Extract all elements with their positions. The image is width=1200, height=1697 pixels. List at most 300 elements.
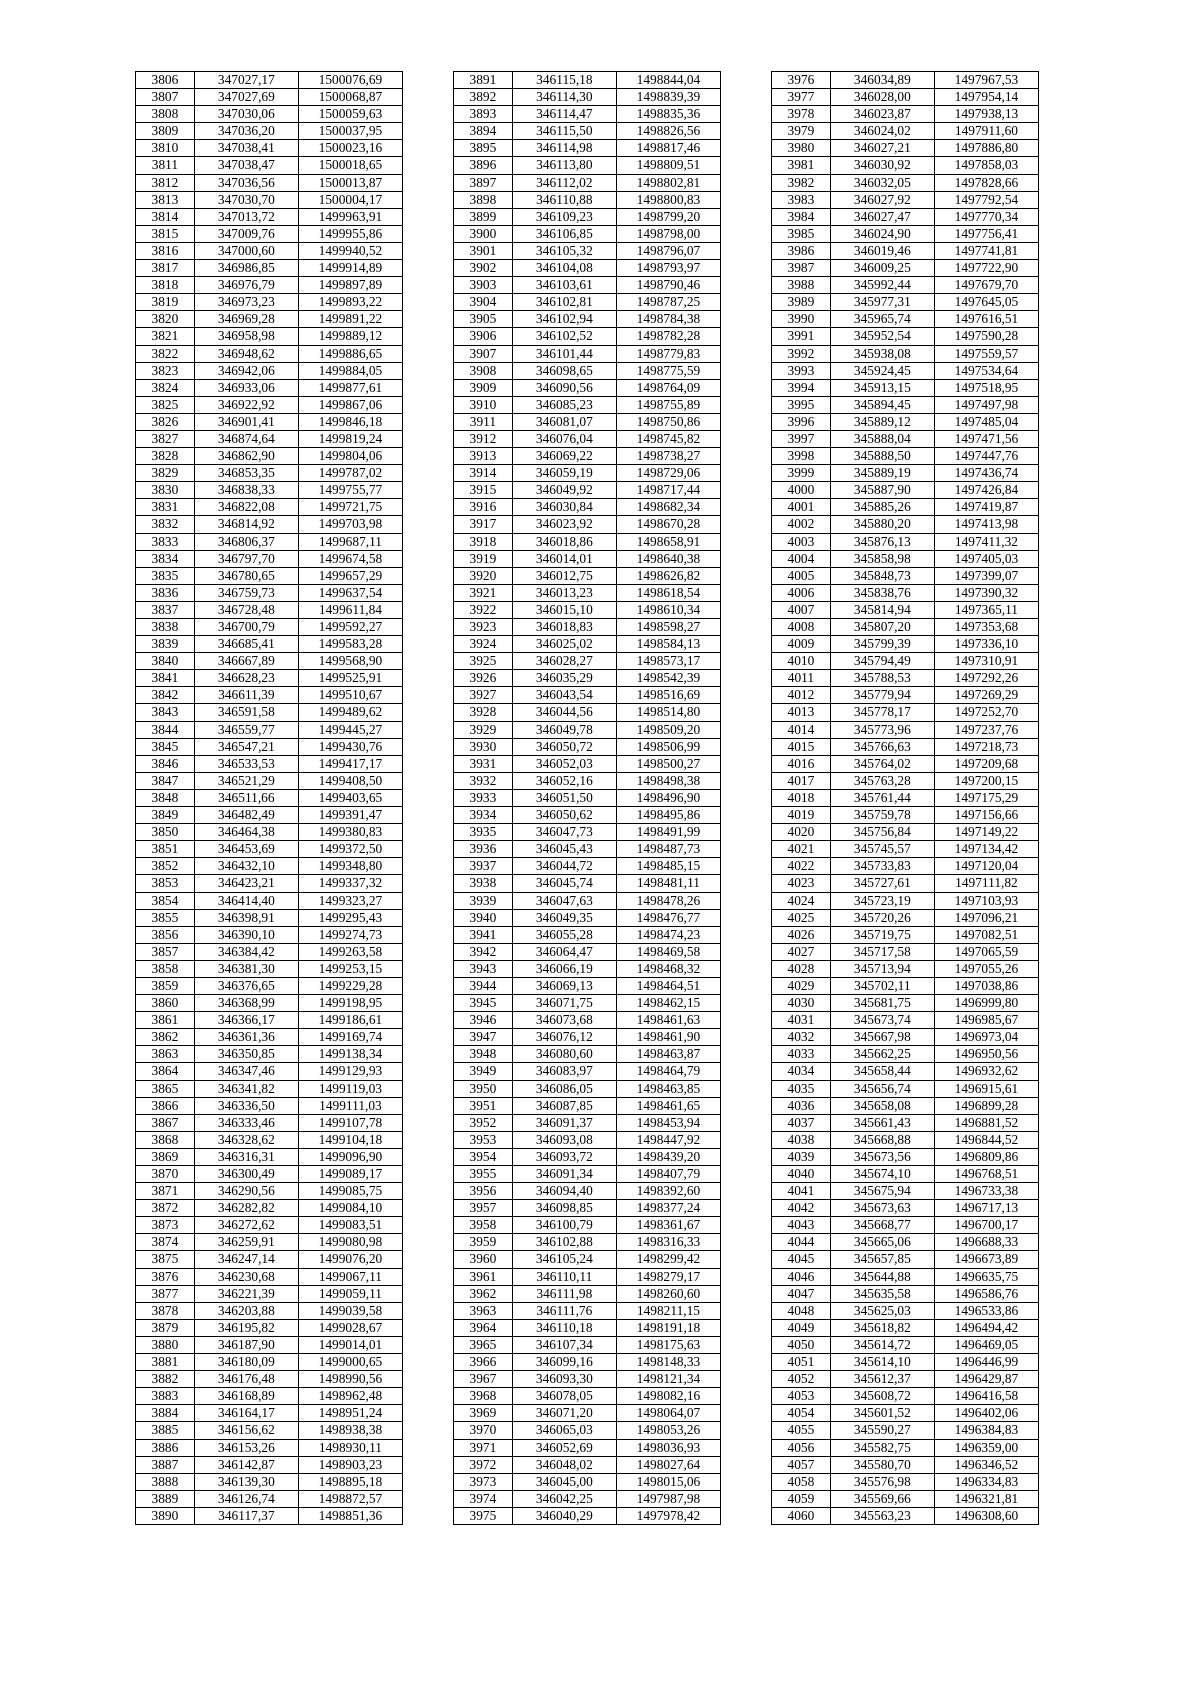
table-row	[136, 1217, 403, 1234]
table-row	[136, 1422, 403, 1439]
table-row	[772, 1490, 1039, 1507]
table-row	[136, 567, 403, 584]
point-number-cell: 3828	[136, 448, 195, 465]
y-coordinate-cell: 1497055,26	[934, 960, 1038, 977]
point-number-cell: 3863	[136, 1046, 195, 1063]
y-coordinate-cell: 1499129,93	[298, 1063, 402, 1080]
x-coordinate-cell: 346350,85	[194, 1046, 298, 1063]
point-number-cell: 3866	[136, 1097, 195, 1114]
point-number-cell: 3905	[454, 311, 513, 328]
point-number-cell: 3861	[136, 1012, 195, 1029]
point-number-cell: 4012	[772, 687, 831, 704]
x-coordinate-cell: 346076,12	[512, 1029, 616, 1046]
y-coordinate-cell: 1496346,52	[934, 1456, 1038, 1473]
point-number-cell: 3982	[772, 174, 831, 191]
y-coordinate-cell: 1499417,17	[298, 755, 402, 772]
table-row	[772, 1080, 1039, 1097]
x-coordinate-cell: 346047,73	[512, 824, 616, 841]
table-row	[454, 1354, 721, 1371]
table-row	[136, 1490, 403, 1507]
point-number-cell: 3976	[772, 72, 831, 89]
table-row	[454, 1319, 721, 1336]
table-row	[454, 1183, 721, 1200]
point-number-cell: 3931	[454, 755, 513, 772]
point-number-cell: 3854	[136, 892, 195, 909]
x-coordinate-cell: 346230,68	[194, 1268, 298, 1285]
x-coordinate-cell: 345657,85	[830, 1251, 934, 1268]
y-coordinate-cell: 1499059,11	[298, 1285, 402, 1302]
table-row	[772, 242, 1039, 259]
y-coordinate-cell: 1497987,98	[616, 1490, 720, 1507]
y-coordinate-cell: 1498573,17	[616, 653, 720, 670]
point-number-cell: 4045	[772, 1251, 831, 1268]
table-row	[772, 277, 1039, 294]
x-coordinate-cell: 346853,35	[194, 465, 298, 482]
point-number-cell: 4056	[772, 1439, 831, 1456]
point-number-cell: 4055	[772, 1422, 831, 1439]
y-coordinate-cell: 1497770,34	[934, 208, 1038, 225]
coordinates-table-2	[453, 71, 721, 1525]
y-coordinate-cell: 1498784,38	[616, 311, 720, 328]
point-number-cell: 3923	[454, 619, 513, 636]
point-number-cell: 4054	[772, 1405, 831, 1422]
x-coordinate-cell: 345794,49	[830, 653, 934, 670]
y-coordinate-cell: 1499337,32	[298, 875, 402, 892]
y-coordinate-cell: 1497399,07	[934, 567, 1038, 584]
y-coordinate-cell: 1498793,97	[616, 260, 720, 277]
point-number-cell: 3841	[136, 670, 195, 687]
table-row	[772, 1422, 1039, 1439]
point-number-cell: 3822	[136, 345, 195, 362]
table-row	[136, 1473, 403, 1490]
point-number-cell: 3934	[454, 807, 513, 824]
point-number-cell: 4037	[772, 1114, 831, 1131]
x-coordinate-cell: 346018,86	[512, 533, 616, 550]
point-number-cell: 4029	[772, 977, 831, 994]
point-number-cell: 3837	[136, 601, 195, 618]
x-coordinate-cell: 346156,62	[194, 1422, 298, 1439]
x-coordinate-cell: 345580,70	[830, 1456, 934, 1473]
point-number-cell: 4015	[772, 738, 831, 755]
y-coordinate-cell: 1498640,38	[616, 550, 720, 567]
table-row	[136, 977, 403, 994]
x-coordinate-cell: 346973,23	[194, 294, 298, 311]
y-coordinate-cell: 1498463,85	[616, 1080, 720, 1097]
table-row	[454, 670, 721, 687]
point-number-cell: 4020	[772, 824, 831, 841]
y-coordinate-cell: 1498468,32	[616, 960, 720, 977]
table-row	[136, 1354, 403, 1371]
point-number-cell: 3996	[772, 413, 831, 430]
point-number-cell: 3829	[136, 465, 195, 482]
y-coordinate-cell: 1497237,76	[934, 721, 1038, 738]
x-coordinate-cell: 345720,26	[830, 909, 934, 926]
y-coordinate-cell: 1498779,83	[616, 345, 720, 362]
table-row	[454, 1405, 721, 1422]
table-row	[136, 1439, 403, 1456]
x-coordinate-cell: 345992,44	[830, 277, 934, 294]
point-number-cell: 3916	[454, 499, 513, 516]
y-coordinate-cell: 1499263,58	[298, 943, 402, 960]
table-row	[772, 89, 1039, 106]
x-coordinate-cell: 346013,23	[512, 584, 616, 601]
x-coordinate-cell: 346862,90	[194, 448, 298, 465]
point-number-cell: 3810	[136, 140, 195, 157]
y-coordinate-cell: 1496359,00	[934, 1439, 1038, 1456]
y-coordinate-cell: 1496384,83	[934, 1422, 1038, 1439]
y-coordinate-cell: 1499403,65	[298, 789, 402, 806]
y-coordinate-cell: 1499408,50	[298, 772, 402, 789]
table-row	[136, 1319, 403, 1336]
table-row	[136, 704, 403, 721]
coordinates-table-3	[771, 71, 1039, 1525]
point-number-cell: 3806	[136, 72, 195, 89]
table-row	[136, 191, 403, 208]
table-row	[772, 1336, 1039, 1353]
x-coordinate-cell: 346111,98	[512, 1285, 616, 1302]
table-row	[772, 601, 1039, 618]
table-row	[136, 1371, 403, 1388]
x-coordinate-cell: 346102,52	[512, 328, 616, 345]
table-row	[772, 1439, 1039, 1456]
point-number-cell: 4042	[772, 1200, 831, 1217]
point-number-cell: 3952	[454, 1114, 513, 1131]
point-number-cell: 3812	[136, 174, 195, 191]
point-number-cell: 3826	[136, 413, 195, 430]
table-row	[454, 1439, 721, 1456]
table-row	[136, 636, 403, 653]
point-number-cell: 3855	[136, 909, 195, 926]
table-row	[772, 567, 1039, 584]
x-coordinate-cell: 346164,17	[194, 1405, 298, 1422]
point-number-cell: 4025	[772, 909, 831, 926]
point-number-cell: 3867	[136, 1114, 195, 1131]
y-coordinate-cell: 1498962,48	[298, 1388, 402, 1405]
x-coordinate-cell: 345773,96	[830, 721, 934, 738]
x-coordinate-cell: 345590,27	[830, 1422, 934, 1439]
point-number-cell: 3873	[136, 1217, 195, 1234]
y-coordinate-cell: 1496899,28	[934, 1097, 1038, 1114]
point-number-cell: 3902	[454, 260, 513, 277]
point-number-cell: 3860	[136, 995, 195, 1012]
y-coordinate-cell: 1498279,17	[616, 1268, 720, 1285]
y-coordinate-cell: 1499295,43	[298, 909, 402, 926]
y-coordinate-cell: 1498817,46	[616, 140, 720, 157]
y-coordinate-cell: 1498584,13	[616, 636, 720, 653]
y-coordinate-cell: 1497911,60	[934, 123, 1038, 140]
table-row	[454, 242, 721, 259]
y-coordinate-cell: 1499104,18	[298, 1131, 402, 1148]
x-coordinate-cell: 345733,83	[830, 858, 934, 875]
table-row	[772, 1097, 1039, 1114]
x-coordinate-cell: 346114,47	[512, 106, 616, 123]
x-coordinate-cell: 347009,76	[194, 225, 298, 242]
table-row	[136, 653, 403, 670]
point-number-cell: 3862	[136, 1029, 195, 1046]
point-number-cell: 3935	[454, 824, 513, 841]
point-number-cell: 3913	[454, 448, 513, 465]
y-coordinate-cell: 1499372,50	[298, 841, 402, 858]
point-number-cell: 3886	[136, 1439, 195, 1456]
point-number-cell: 4001	[772, 499, 831, 516]
y-coordinate-cell: 1497149,22	[934, 824, 1038, 841]
y-coordinate-cell: 1499721,75	[298, 499, 402, 516]
point-number-cell: 3896	[454, 157, 513, 174]
y-coordinate-cell: 1498930,11	[298, 1439, 402, 1456]
y-coordinate-cell: 1499886,65	[298, 345, 402, 362]
table-row	[772, 225, 1039, 242]
x-coordinate-cell: 346099,16	[512, 1354, 616, 1371]
x-coordinate-cell: 346464,38	[194, 824, 298, 841]
x-coordinate-cell: 345888,50	[830, 448, 934, 465]
x-coordinate-cell: 345965,74	[830, 311, 934, 328]
x-coordinate-cell: 346376,65	[194, 977, 298, 994]
y-coordinate-cell: 1499253,15	[298, 960, 402, 977]
point-number-cell: 3817	[136, 260, 195, 277]
x-coordinate-cell: 346482,49	[194, 807, 298, 824]
x-coordinate-cell: 346035,29	[512, 670, 616, 687]
table-row	[772, 345, 1039, 362]
y-coordinate-cell: 1499083,51	[298, 1217, 402, 1234]
table-row	[136, 584, 403, 601]
y-coordinate-cell: 1497447,76	[934, 448, 1038, 465]
point-number-cell: 4023	[772, 875, 831, 892]
x-coordinate-cell: 346113,80	[512, 157, 616, 174]
x-coordinate-cell: 347027,17	[194, 72, 298, 89]
x-coordinate-cell: 346414,40	[194, 892, 298, 909]
point-number-cell: 3921	[454, 584, 513, 601]
table-row	[136, 926, 403, 943]
point-number-cell: 3908	[454, 362, 513, 379]
point-number-cell: 3941	[454, 926, 513, 943]
point-number-cell: 3997	[772, 430, 831, 447]
x-coordinate-cell: 346102,94	[512, 311, 616, 328]
table-row	[454, 123, 721, 140]
point-number-cell: 3990	[772, 311, 831, 328]
x-coordinate-cell: 346094,40	[512, 1183, 616, 1200]
point-number-cell: 3988	[772, 277, 831, 294]
x-coordinate-cell: 346093,72	[512, 1148, 616, 1165]
x-coordinate-cell: 346126,74	[194, 1490, 298, 1507]
y-coordinate-cell: 1497741,81	[934, 242, 1038, 259]
y-coordinate-cell: 1497218,73	[934, 738, 1038, 755]
point-number-cell: 3894	[454, 123, 513, 140]
x-coordinate-cell: 346728,48	[194, 601, 298, 618]
table-row	[136, 841, 403, 858]
point-number-cell: 4051	[772, 1354, 831, 1371]
table-row	[136, 909, 403, 926]
point-number-cell: 3872	[136, 1200, 195, 1217]
table-row	[772, 670, 1039, 687]
table-row	[772, 841, 1039, 858]
point-number-cell: 3891	[454, 72, 513, 89]
point-number-cell: 3993	[772, 362, 831, 379]
table-row	[454, 362, 721, 379]
table-row	[454, 1336, 721, 1353]
x-coordinate-cell: 345661,43	[830, 1114, 934, 1131]
x-coordinate-cell: 346247,14	[194, 1251, 298, 1268]
x-coordinate-cell: 346110,11	[512, 1268, 616, 1285]
y-coordinate-cell: 1499119,03	[298, 1080, 402, 1097]
x-coordinate-cell: 346259,91	[194, 1234, 298, 1251]
point-number-cell: 3962	[454, 1285, 513, 1302]
table-row	[454, 875, 721, 892]
table-row	[772, 1354, 1039, 1371]
point-number-cell: 3925	[454, 653, 513, 670]
x-coordinate-cell: 346023,92	[512, 516, 616, 533]
point-number-cell: 3849	[136, 807, 195, 824]
point-number-cell: 3864	[136, 1063, 195, 1080]
x-coordinate-cell: 346049,92	[512, 482, 616, 499]
x-coordinate-cell: 346030,92	[830, 157, 934, 174]
y-coordinate-cell: 1496469,05	[934, 1336, 1038, 1353]
y-coordinate-cell: 1496768,51	[934, 1166, 1038, 1183]
y-coordinate-cell: 1497792,54	[934, 191, 1038, 208]
x-coordinate-cell: 345799,39	[830, 636, 934, 653]
point-number-cell: 3870	[136, 1166, 195, 1183]
y-coordinate-cell: 1498800,83	[616, 191, 720, 208]
x-coordinate-cell: 345756,84	[830, 824, 934, 841]
coordinates-table-body	[136, 72, 403, 1525]
x-coordinate-cell: 346047,63	[512, 892, 616, 909]
point-number-cell: 3981	[772, 157, 831, 174]
y-coordinate-cell: 1500059,63	[298, 106, 402, 123]
y-coordinate-cell: 1500076,69	[298, 72, 402, 89]
y-coordinate-cell: 1498775,59	[616, 362, 720, 379]
x-coordinate-cell: 345779,94	[830, 687, 934, 704]
table-row	[454, 1388, 721, 1405]
x-coordinate-cell: 346176,48	[194, 1371, 298, 1388]
x-coordinate-cell: 346942,06	[194, 362, 298, 379]
table-row	[454, 892, 721, 909]
table-row	[136, 260, 403, 277]
y-coordinate-cell: 1498799,20	[616, 208, 720, 225]
point-number-cell: 3977	[772, 89, 831, 106]
table-row	[772, 619, 1039, 636]
table-row	[454, 636, 721, 653]
point-number-cell: 3820	[136, 311, 195, 328]
table-row	[454, 328, 721, 345]
y-coordinate-cell: 1499198,95	[298, 995, 402, 1012]
point-number-cell: 3954	[454, 1148, 513, 1165]
point-number-cell: 3899	[454, 208, 513, 225]
y-coordinate-cell: 1497082,51	[934, 926, 1038, 943]
x-coordinate-cell: 346091,34	[512, 1166, 616, 1183]
x-coordinate-cell: 346044,72	[512, 858, 616, 875]
point-number-cell: 4043	[772, 1217, 831, 1234]
point-number-cell: 3882	[136, 1371, 195, 1388]
point-number-cell: 4040	[772, 1166, 831, 1183]
x-coordinate-cell: 345814,94	[830, 601, 934, 618]
y-coordinate-cell: 1497038,86	[934, 977, 1038, 994]
y-coordinate-cell: 1499028,67	[298, 1319, 402, 1336]
y-coordinate-cell: 1498439,20	[616, 1148, 720, 1165]
point-number-cell: 3975	[454, 1507, 513, 1524]
y-coordinate-cell: 1499893,22	[298, 294, 402, 311]
table-row	[772, 362, 1039, 379]
y-coordinate-cell: 1496881,52	[934, 1114, 1038, 1131]
point-number-cell: 3991	[772, 328, 831, 345]
table-row	[136, 72, 403, 89]
x-coordinate-cell: 346948,62	[194, 345, 298, 362]
x-coordinate-cell: 345673,63	[830, 1200, 934, 1217]
table-row	[136, 396, 403, 413]
point-number-cell: 3967	[454, 1371, 513, 1388]
table-row	[136, 1080, 403, 1097]
table-row	[772, 1166, 1039, 1183]
y-coordinate-cell: 1498377,24	[616, 1200, 720, 1217]
y-coordinate-cell: 1498903,23	[298, 1456, 402, 1473]
table-row	[136, 208, 403, 225]
table-row	[772, 1063, 1039, 1080]
y-coordinate-cell: 1498463,87	[616, 1046, 720, 1063]
x-coordinate-cell: 346780,65	[194, 567, 298, 584]
point-number-cell: 3903	[454, 277, 513, 294]
x-coordinate-cell: 346052,16	[512, 772, 616, 789]
y-coordinate-cell: 1496809,86	[934, 1148, 1038, 1165]
point-number-cell: 3999	[772, 465, 831, 482]
point-number-cell: 3889	[136, 1490, 195, 1507]
table-row	[454, 1148, 721, 1165]
point-number-cell: 4044	[772, 1234, 831, 1251]
table-row	[772, 1200, 1039, 1217]
point-number-cell: 3830	[136, 482, 195, 499]
table-row	[454, 824, 721, 841]
x-coordinate-cell: 346049,78	[512, 721, 616, 738]
x-coordinate-cell: 345858,98	[830, 550, 934, 567]
y-coordinate-cell: 1497120,04	[934, 858, 1038, 875]
point-number-cell: 4011	[772, 670, 831, 687]
point-number-cell: 4052	[772, 1371, 831, 1388]
x-coordinate-cell: 346591,58	[194, 704, 298, 721]
table-row	[772, 1405, 1039, 1422]
table-row	[136, 430, 403, 447]
x-coordinate-cell: 346112,02	[512, 174, 616, 191]
x-coordinate-cell: 345838,76	[830, 584, 934, 601]
point-number-cell: 4031	[772, 1012, 831, 1029]
point-number-cell: 3992	[772, 345, 831, 362]
table-row	[136, 875, 403, 892]
table-row	[454, 140, 721, 157]
x-coordinate-cell: 346107,34	[512, 1336, 616, 1353]
y-coordinate-cell: 1500068,87	[298, 89, 402, 106]
y-coordinate-cell: 1496985,67	[934, 1012, 1038, 1029]
point-number-cell: 3924	[454, 636, 513, 653]
point-number-cell: 3846	[136, 755, 195, 772]
y-coordinate-cell: 1497518,95	[934, 379, 1038, 396]
x-coordinate-cell: 345952,54	[830, 328, 934, 345]
x-coordinate-cell: 346080,60	[512, 1046, 616, 1063]
x-coordinate-cell: 346806,37	[194, 533, 298, 550]
x-coordinate-cell: 346055,28	[512, 926, 616, 943]
y-coordinate-cell: 1499846,18	[298, 413, 402, 430]
point-number-cell: 4022	[772, 858, 831, 875]
y-coordinate-cell: 1498464,79	[616, 1063, 720, 1080]
table-row	[454, 995, 721, 1012]
y-coordinate-cell: 1498938,38	[298, 1422, 402, 1439]
x-coordinate-cell: 346114,30	[512, 89, 616, 106]
table-row	[772, 413, 1039, 430]
table-row	[454, 1371, 721, 1388]
y-coordinate-cell: 1496950,56	[934, 1046, 1038, 1063]
x-coordinate-cell: 347000,60	[194, 242, 298, 259]
y-coordinate-cell: 1499084,10	[298, 1200, 402, 1217]
y-coordinate-cell: 1497645,05	[934, 294, 1038, 311]
point-number-cell: 4021	[772, 841, 831, 858]
y-coordinate-cell: 1499380,83	[298, 824, 402, 841]
table-row	[772, 738, 1039, 755]
table-row	[772, 106, 1039, 123]
